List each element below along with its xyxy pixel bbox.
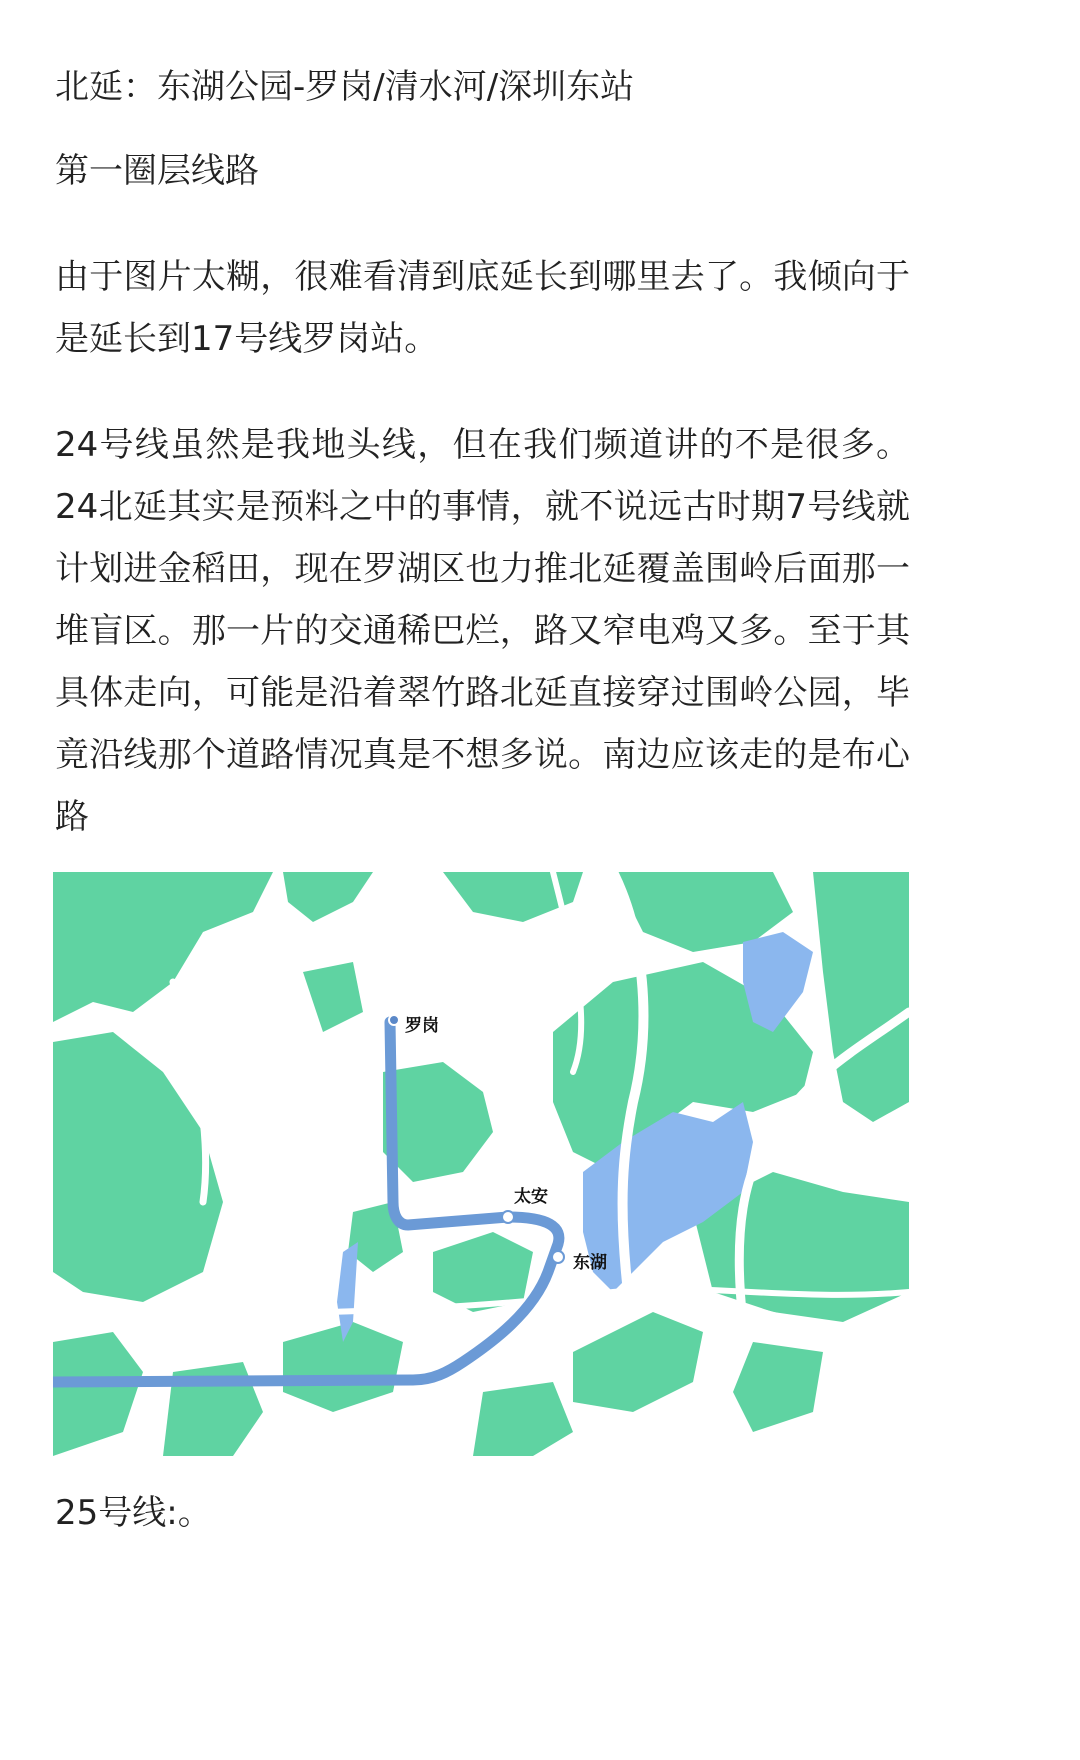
heading-first-ring: 第一圈层线路 — [55, 151, 259, 191]
station-donghu — [552, 1251, 607, 1273]
heading-line-25: 25号线:。 — [55, 1493, 212, 1533]
station-label-donghu: 东湖 — [573, 1253, 607, 1273]
route-map — [53, 872, 909, 1456]
paragraph-1: 由于图片太糊，很难看清到底延长到哪里去了。我倾向于是延长到17号线罗岗站。 — [55, 257, 910, 359]
station-dot — [389, 1015, 399, 1025]
paragraph-2: 24号线虽然是我地头线，但在我们频道讲的不是很多。24北延其实是预料之中的事情，就不说远古时期7号线就计划进金稻田，现在罗湖区也力推北延覆盖围岭后面那一堆盲区。那一片的交通稀巴烂，路又窄电鸡又多。至于其具体走向，可能是沿着翠竹路北延直接穿过围岭公园，毕竟沿线那个道路情况真是不想多说。南边应该走的是布心路 — [55, 425, 910, 837]
map-canvas — [53, 872, 909, 1456]
station-dot — [502, 1211, 514, 1223]
station-label-luogang: 罗岗 — [405, 1016, 439, 1036]
station-dot — [552, 1251, 564, 1263]
heading-north-extension: 北延：东湖公园-罗岗/清水河/深圳东站 — [55, 67, 635, 107]
station-label-taian: 太安 — [514, 1187, 548, 1207]
